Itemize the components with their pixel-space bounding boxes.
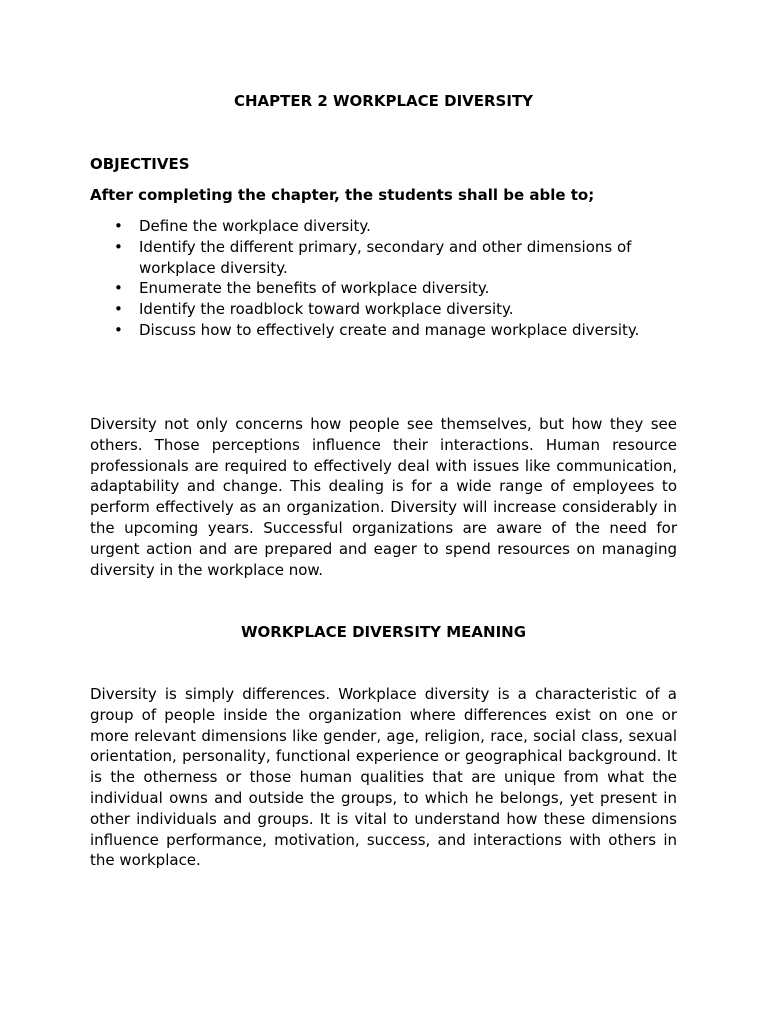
bullet-icon: • bbox=[114, 320, 123, 339]
objective-text: Define the workplace diversity. bbox=[139, 217, 371, 235]
objectives-heading: OBJECTIVES bbox=[90, 155, 190, 173]
bullet-icon: • bbox=[114, 217, 123, 235]
objectives-list bbox=[90, 216, 677, 341]
objective-text: Identify the different primary, secondary and other dimensions of workplace diversity. bbox=[139, 237, 632, 277]
bullet-icon: • bbox=[114, 300, 123, 319]
objective-item bbox=[90, 216, 677, 237]
objective-item bbox=[90, 237, 677, 279]
objective-item bbox=[90, 299, 677, 320]
objective-item bbox=[90, 278, 677, 299]
objective-text: Identify the roadblock toward workplace diversity. bbox=[139, 300, 514, 319]
chapter-title: CHAPTER 2 WORKPLACE DIVERSITY bbox=[233, 92, 534, 110]
meaning-paragraph: Diversity is simply differences. Workplace diversity is a characteristic of a group of people inside the organization where differences exist on one or more relevant dimensions like gender, age, religion, race, social class, sexual orientation, personality, functional experience or geographical background. It is the otherness or those human qualities that are unique from what the individual owns and outside the groups, to which he belongs, yet present in other individuals and groups. It is vital to understand how these dimensions influence performance, motivation, success, and interactions with others in the workplace. bbox=[90, 685, 677, 870]
intro-paragraph: Diversity not only concerns how people see themselves, but how they see others. Those perceptions influence their interactions. Human resource professionals are required to effectively deal with issues like communication, adaptability and change. This dealing is for a wide range of employees to perform effectively as an organization. Diversity will increase considerably in the upcoming years. Successful organizations are aware of the need for urgent action and are prepared and eager to spend resources on managing diversity in the workplace now. bbox=[90, 415, 677, 579]
bullet-icon: • bbox=[114, 279, 123, 298]
objective-text: Discuss how to effectively create and manage workplace diversity. bbox=[139, 320, 640, 339]
section-heading: WORKPLACE DIVERSITY MEANING bbox=[240, 623, 527, 641]
objectives-intro: After completing the chapter, the students shall be able to; bbox=[90, 186, 595, 204]
bullet-icon: • bbox=[114, 237, 123, 256]
objective-item bbox=[90, 320, 677, 341]
objective-text: Enumerate the benefits of workplace diversity. bbox=[139, 279, 490, 298]
